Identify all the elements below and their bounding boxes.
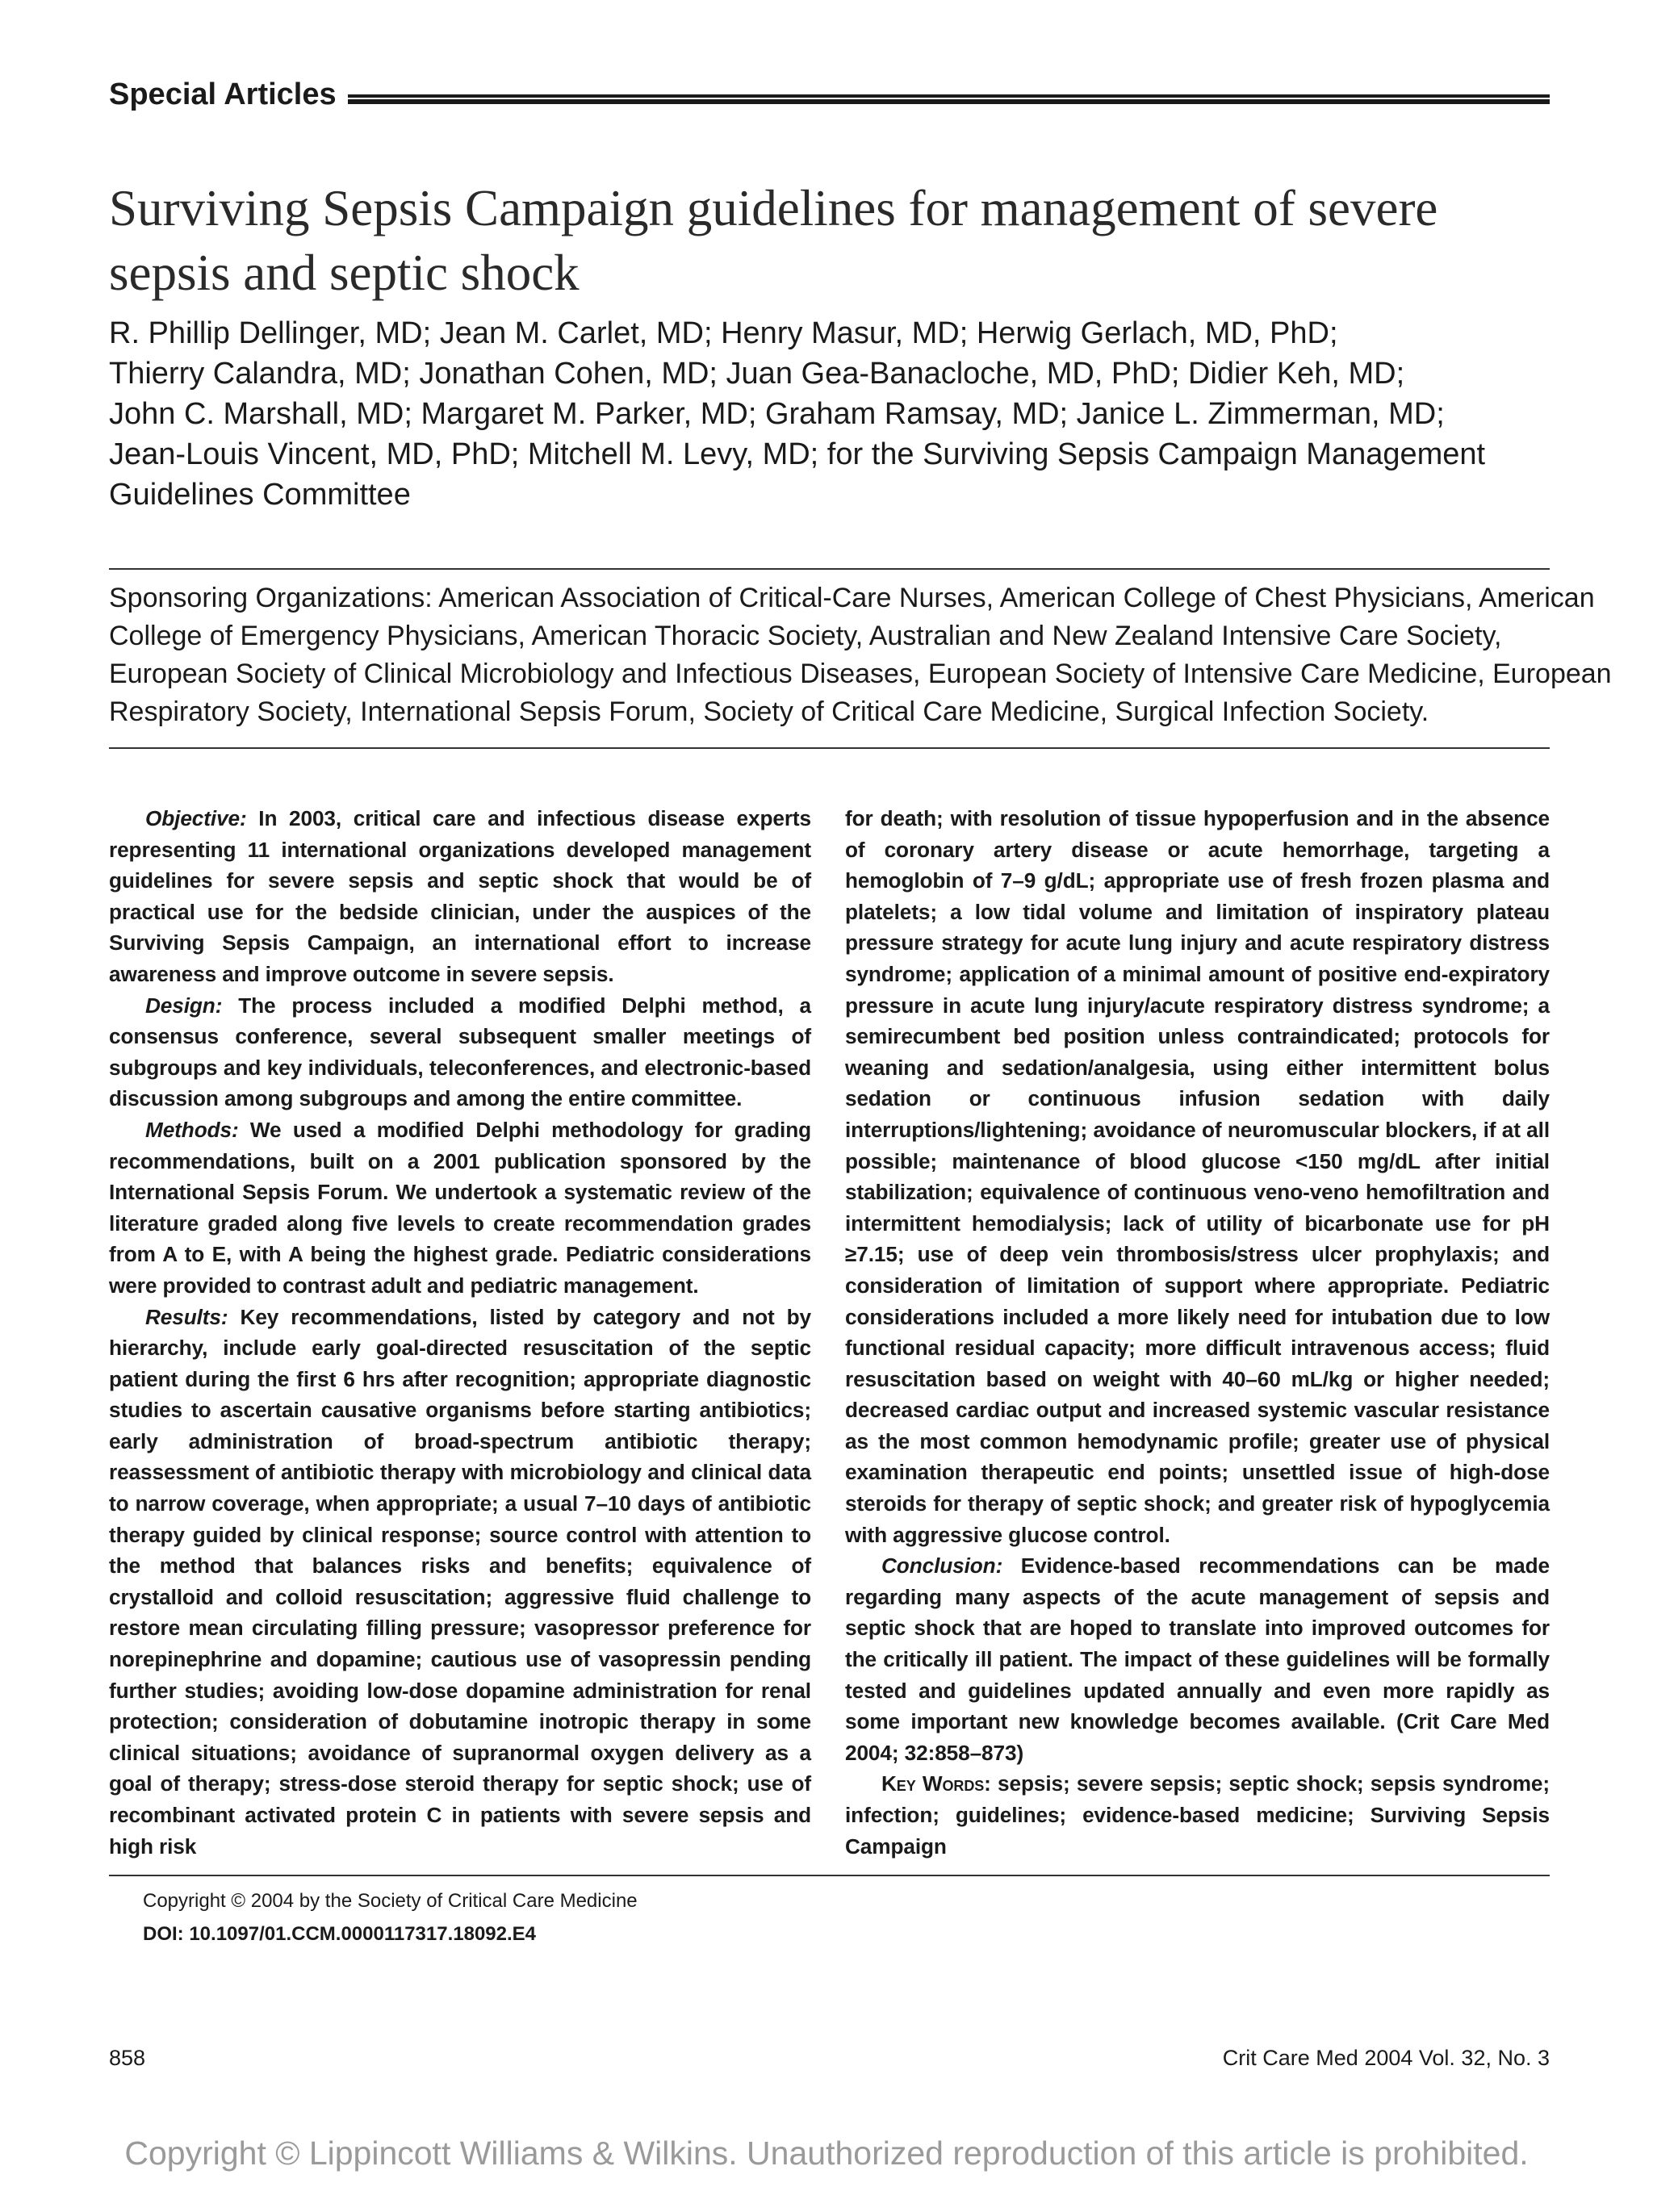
conclusion-label: Conclusion: bbox=[881, 1553, 1003, 1579]
journal-reference: Crit Care Med 2004 Vol. 32, No. 3 bbox=[1222, 2046, 1550, 2070]
abstract-left-column bbox=[109, 803, 811, 1862]
author-line: John C. Marshall, MD; Margaret M. Parker, MD; Graham Ramsay, MD; Janice L. Zimmerman, MD; bbox=[109, 397, 1445, 431]
sponsor-line: College of Emergency Physicians, American Thoracic Society, Australian and New Zealand Intensive Care Society, bbox=[109, 621, 1502, 651]
sponsoring-organizations bbox=[109, 579, 1612, 731]
design-text: The process included a modified Delphi method, a consensus conference, several subsequent smaller meetings of subgroups and key individuals, teleconferences, and electronic-based discussion among subgroups and among the entire committee. bbox=[109, 993, 811, 1111]
article-title: Surviving Sepsis Campaign guidelines for management of severe sepsis and septic shock bbox=[109, 180, 1438, 301]
abstract-results-continued bbox=[845, 803, 1550, 1550]
author-line: Jean-Louis Vincent, MD, PhD; Mitchell M. Levy, MD; for the Surviving Sepsis Campaign Management bbox=[109, 437, 1486, 471]
results-text-continued: for death; with resolution of tissue hypoperfusion and in the absence of coronary artery disease or acute hemorrhage, targeting a hemoglobin of 7–9 g/dL; appropriate use of fresh frozen plasma and platelets; a low tidal volume and limitation of inspiratory plateau pressure strategy for acute lung injury and acute respiratory distress syndrome; application of a minimal amount of positive end-expiratory pressure in acute lung injury/acute respiratory distress syndrome; a semirecumbent bed position unless contraindicated; protocols for weaning and sedation/analgesia, using either intermittent bolus sedation or continuous infusion sedation with daily interruptions/lightening; avoidance of neuromuscular blockers, if at all possible; maintenance of blood glucose <150 mg/dL after initial stabilization; equivalence of continuous veno-veno hemofiltration and intermittent hemodialysis; lack of utility of bicarbonate use for pH ≥7.15; use of deep vein thrombosis/stress ulcer prophylaxis; and consideration of limitation of support where appropriate. Pediatric considerations included a more likely need for intubation due to low functional residual capacity; more difficult intravenous access; fluid resuscitation based on weight with 40–60 mL/kg or higher needed; decreased cardiac output and increased systemic vascular resistance as the most common hemodynamic profile; greater use of physical examination therapeutic end points; unsettled issue of high-dose steroids for therapy of septic shock; and greater risk of hypoglycemia with aggressive glucose control. bbox=[845, 806, 1550, 1547]
abstract-keywords bbox=[845, 1768, 1550, 1862]
author-line: R. Phillip Dellinger, MD; Jean M. Carlet, MD; Henry Masur, MD; Herwig Gerlach, MD, PhD; bbox=[109, 316, 1338, 350]
abstract-design bbox=[109, 990, 811, 1114]
objective-text: In 2003, critical care and infectious disease experts representing 11 international organizations developed management guidelines for severe sepsis and septic shock that would be of practical use for the bedside clinician, under the auspices of the Surviving Sepsis Campaign, an international effort to increase awareness and improve outcome in severe sepsis. bbox=[109, 806, 811, 986]
abstract-conclusion bbox=[845, 1550, 1550, 1768]
footnote-divider bbox=[109, 1875, 1550, 1876]
methods-text: We used a modified Delphi methodology for grading recommendations, built on a 2001 publication sponsored by the International Sepsis Forum. We undertook a systematic review of the literature graded along five levels to create recommendation grades from A to E, with A being the highest grade. Pediatric considerations were provided to contrast adult and pediatric management. bbox=[109, 1117, 811, 1298]
copyright-watermark: Copyright © Lippincott Williams & Wilkins. Unauthorized reproduction of this article is prohibited. bbox=[124, 2135, 1529, 2172]
divider bbox=[109, 568, 1550, 570]
results-text: Key recommendations, listed by category and not by hierarchy, include early goal-directed resuscitation of the septic patient during the first 6 hrs after recognition; appropriate diagnostic studies to ascertain causative organisms before starting antibiotics; early administration of broad-spectrum antibiotic therapy; reassessment of antibiotic therapy with microbiology and clinical data to narrow coverage, when appropriate; a usual 7–10 days of antibiotic therapy guided by clinical response; source control with attention to the method that balances risks and benefits; equivalence of crystalloid and colloid resuscitation; aggressive fluid challenge to restore mean circulating filling pressure; vasopressor preference for norepinephrine and dopamine; cautious use of vasopressin pending further studies; avoiding low-dose dopamine administration for renal protection; consideration of dobutamine inotropic therapy in some clinical situations; avoidance of supranormal oxygen delivery as a goal of therapy; stress-dose steroid therapy for septic shock; use of recombinant activated protein C in patients with severe sepsis and high risk bbox=[109, 1304, 811, 1859]
section-header bbox=[109, 74, 1550, 115]
design-label: Design: bbox=[145, 993, 223, 1018]
objective-label: Objective: bbox=[145, 806, 247, 830]
keywords-label: Key Words: bbox=[881, 1771, 991, 1796]
keywords-text: sepsis; severe sepsis; septic shock; sepsis syndrome; infection; guidelines; evidence-based medicine; Surviving Sepsis Campaign bbox=[845, 1771, 1550, 1859]
abstract-results bbox=[109, 1302, 811, 1863]
methods-label: Methods: bbox=[145, 1117, 239, 1142]
section-rule bbox=[348, 94, 1550, 104]
abstract-methods bbox=[109, 1114, 811, 1302]
divider bbox=[109, 747, 1550, 749]
conclusion-text: Evidence-based recommendations can be made regarding many aspects of the acute management of sepsis and septic shock that are hoped to translate into improved outcomes for the critically ill patient. The impact of these guidelines will be formally tested and guidelines updated annually and even more rapidly as some important new knowledge becomes available. (Crit Care Med 2004; 32:858–873) bbox=[845, 1553, 1550, 1765]
abstract-objective bbox=[109, 803, 811, 990]
doi: DOI: 10.1097/01.CCM.0000117317.18092.E4 bbox=[143, 1923, 537, 1945]
sponsor-line: Respiratory Society, International Sepsis Forum, Society of Critical Care Medicine, Surgical Infection Society. bbox=[109, 696, 1429, 727]
sponsor-line: European Society of Clinical Microbiology and Infectious Diseases, European Society of Intensive Care Medicine, European bbox=[109, 659, 1612, 689]
copyright-notice: Copyright © 2004 by the Society of Critical Care Medicine bbox=[143, 1890, 638, 1912]
abstract-right-column bbox=[845, 803, 1550, 1862]
results-label: Results: bbox=[145, 1304, 228, 1329]
author-list bbox=[109, 313, 1554, 515]
sponsor-line: Sponsoring Organizations: American Association of Critical-Care Nurses, American College of Chest Physicians, American bbox=[109, 583, 1595, 613]
page-number: 858 bbox=[109, 2046, 146, 2070]
author-line: Guidelines Committee bbox=[109, 478, 411, 512]
author-line: Thierry Calandra, MD; Jonathan Cohen, MD; Juan Gea-Banacloche, MD, PhD; Didier Keh, MD; bbox=[109, 357, 1405, 391]
section-label: Special Articles bbox=[109, 77, 337, 111]
